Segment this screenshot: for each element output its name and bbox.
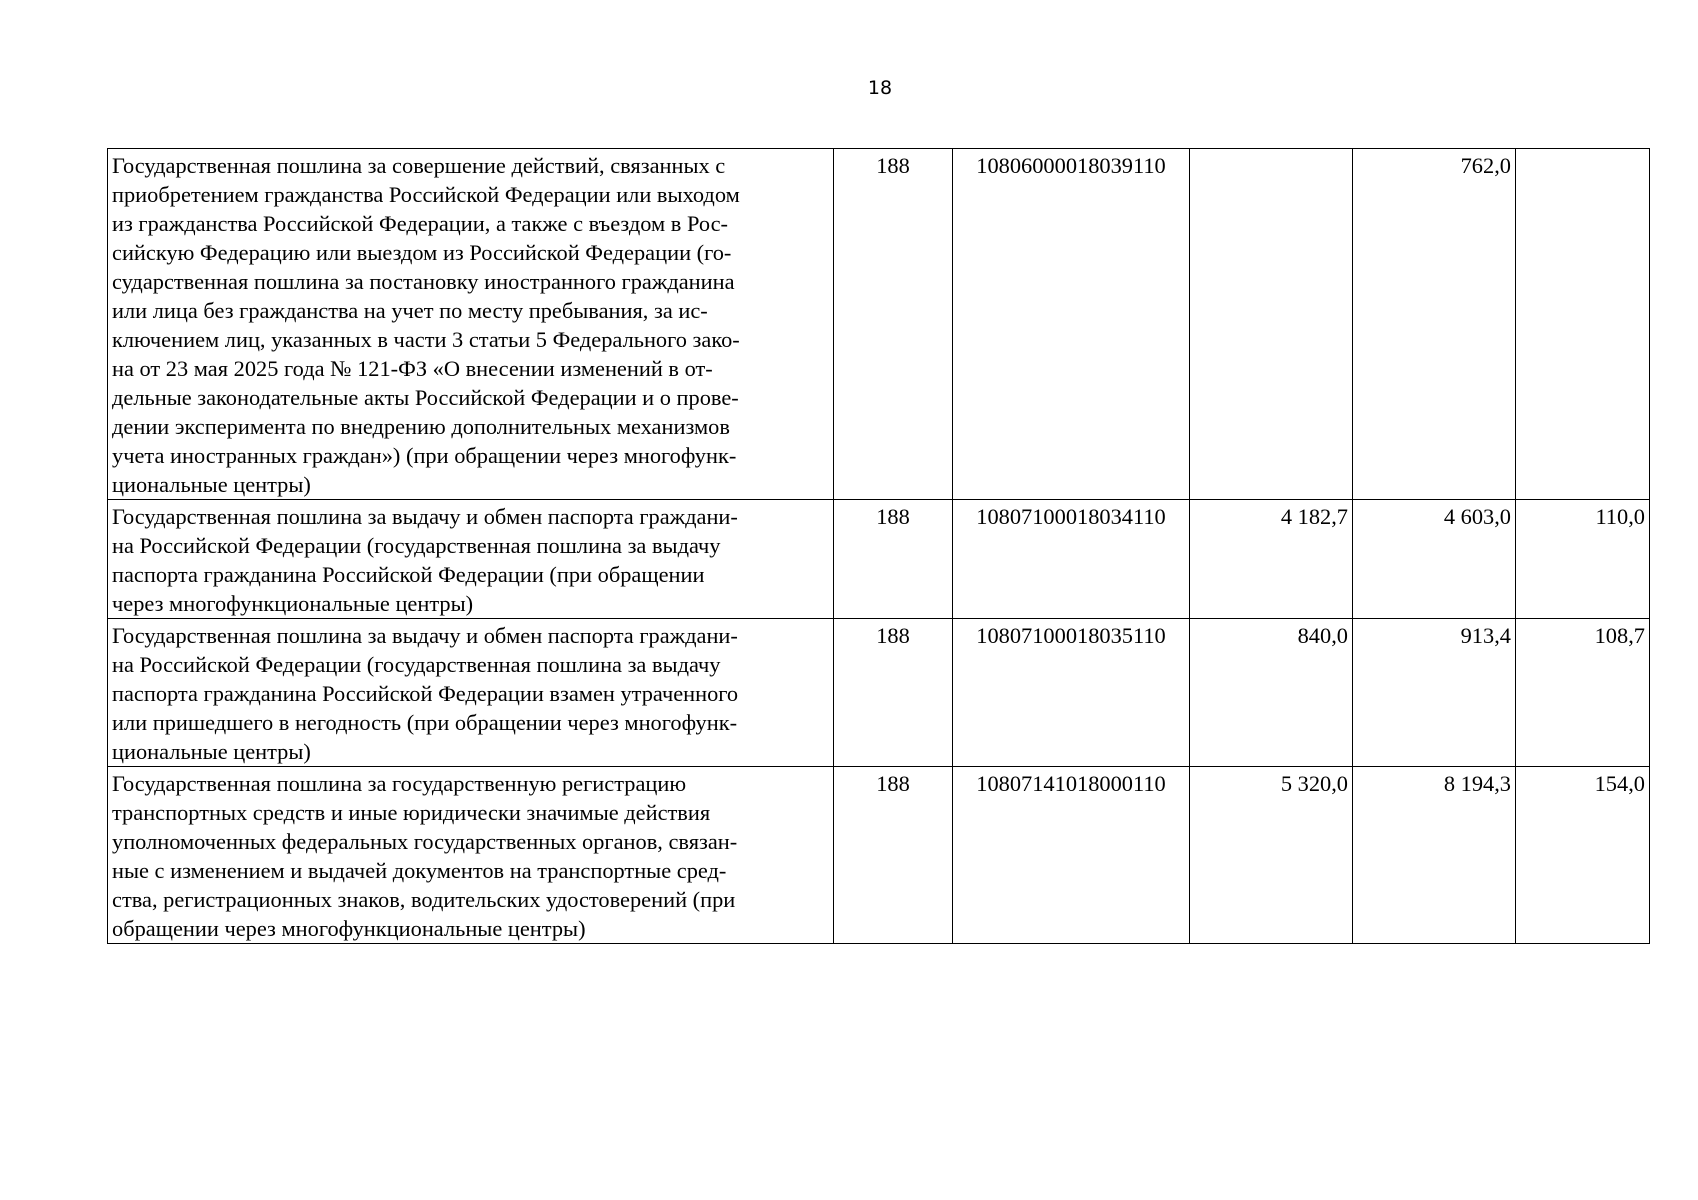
value-3-cell: 110,0 (1516, 500, 1650, 619)
fee-description-cell (108, 619, 834, 767)
admin-code-cell: 188 (834, 149, 953, 500)
description-line: ства, регистрационных знаков, водительских удостоверений (при (112, 887, 736, 912)
description-line: через многофункциональные центры) (112, 591, 474, 616)
description-line: на Российской Федерации (государственная пошлина за выдачу (112, 652, 721, 677)
value-2-cell: 913,4 (1353, 619, 1516, 767)
page-number: 18 (867, 77, 893, 99)
fee-description-cell (108, 149, 834, 500)
value-3-cell (1516, 149, 1650, 500)
value-1-cell: 4 182,7 (1190, 500, 1353, 619)
kbk-code-cell: 10806000018039110 (953, 149, 1190, 500)
fee-description-cell (108, 767, 834, 944)
table-row (108, 149, 1650, 500)
value-2-cell: 4 603,0 (1353, 500, 1516, 619)
description-line: из гражданства Российской Федерации, а также с въездом в Рос- (112, 211, 728, 236)
description-line: Государственная пошлина за выдачу и обмен паспорта граждани- (112, 623, 738, 648)
fees-table (107, 148, 1650, 944)
kbk-code-cell: 10807100018035110 (953, 619, 1190, 767)
description-line: или лица без гражданства на учет по месту пребывания, за ис- (112, 298, 708, 323)
description-line: ключением лиц, указанных в части 3 статьи 5 Федерального зако- (112, 327, 740, 352)
value-3-cell: 154,0 (1516, 767, 1650, 944)
kbk-code-cell: 10807100018034110 (953, 500, 1190, 619)
description-line: уполномоченных федеральных государственных органов, связан- (112, 829, 738, 854)
description-line: Государственная пошлина за совершение действий, связанных с (112, 153, 726, 178)
description-line: циональные центры) (112, 472, 311, 497)
description-line: Государственная пошлина за государственную регистрацию (112, 771, 687, 796)
description-line: сударственная пошлина за постановку иностранного гражданина (112, 269, 735, 294)
description-line: циональные центры) (112, 739, 311, 764)
value-1-cell: 840,0 (1190, 619, 1353, 767)
value-2-cell: 8 194,3 (1353, 767, 1516, 944)
description-line: на от 23 мая 2025 года № 121-ФЗ «О внесении изменений в от- (112, 356, 713, 381)
description-line: сийскую Федерацию или выездом из Российской Федерации (го- (112, 240, 732, 265)
value-1-cell (1190, 149, 1353, 500)
description-line: на Российской Федерации (государственная пошлина за выдачу (112, 533, 721, 558)
description-line: приобретением гражданства Российской Федерации или выходом (112, 182, 740, 207)
fee-description-cell (108, 500, 834, 619)
description-line: паспорта гражданина Российской Федерации (при обращении (112, 562, 705, 587)
description-line: ные с изменением и выдачей документов на транспортные сред- (112, 858, 727, 883)
description-line: или пришедшего в негодность (при обращении через многофунк- (112, 710, 738, 735)
description-line: транспортных средств и иные юридически значимые действия (112, 800, 711, 825)
value-1-cell: 5 320,0 (1190, 767, 1353, 944)
description-line: дении эксперимента по внедрению дополнительных механизмов (112, 414, 730, 439)
description-line: обращении через многофункциональные центры) (112, 916, 586, 941)
description-line: дельные законодательные акты Российской Федерации и о прове- (112, 385, 739, 410)
admin-code-cell: 188 (834, 767, 953, 944)
table-row (108, 500, 1650, 619)
description-line: Государственная пошлина за выдачу и обмен паспорта граждани- (112, 504, 738, 529)
admin-code-cell: 188 (834, 500, 953, 619)
table-row (108, 767, 1650, 944)
description-line: паспорта гражданина Российской Федерации взамен утраченного (112, 681, 739, 706)
value-2-cell: 762,0 (1353, 149, 1516, 500)
description-line: учета иностранных граждан») (при обращении через многофунк- (112, 443, 737, 468)
value-3-cell: 108,7 (1516, 619, 1650, 767)
table-row (108, 619, 1650, 767)
admin-code-cell: 188 (834, 619, 953, 767)
kbk-code-cell: 10807141018000110 (953, 767, 1190, 944)
